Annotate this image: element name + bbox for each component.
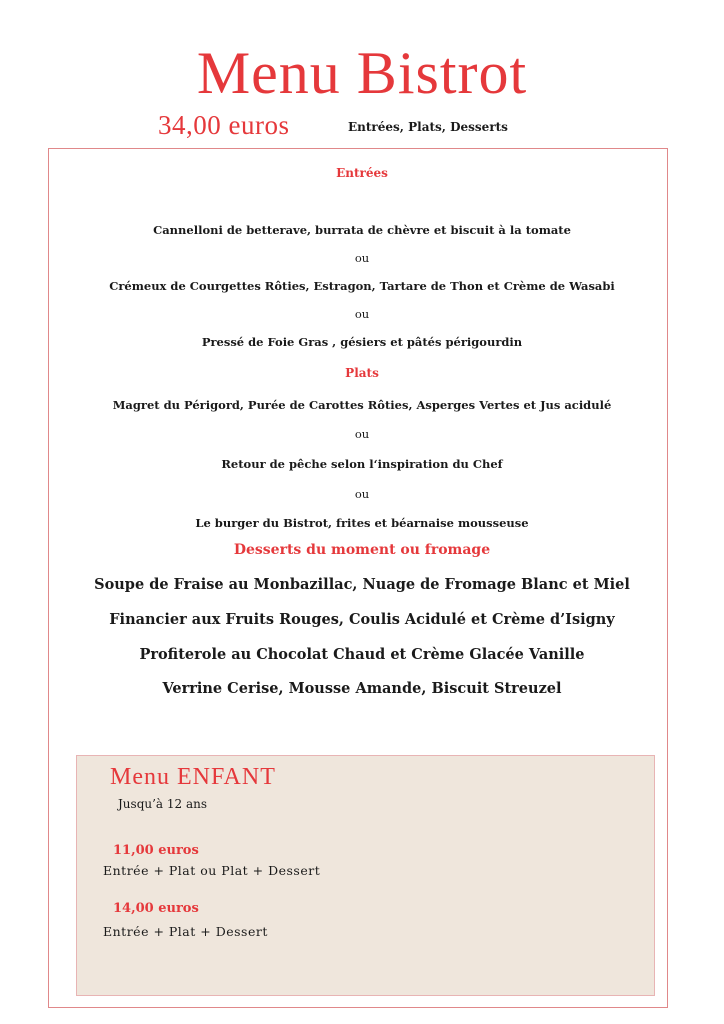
kids-menu-age: Jusqu’à 12 ans <box>118 797 208 811</box>
kids-menu-title: Menu ENFANT <box>110 764 276 790</box>
separator-or: ou <box>354 487 370 501</box>
separator-or: ou <box>354 427 370 441</box>
kids-description: Entrée + Plat ou Plat + Dessert <box>103 863 321 878</box>
entrees-heading: Entrées <box>336 166 388 180</box>
entree-item: Pressé de Foie Gras , gésiers et pâtés périgourdin <box>201 335 523 349</box>
dessert-item: Profiterole au Chocolat Chaud et Crème Glacée Vanille <box>139 646 585 663</box>
menu-title: Menu Bistrot <box>196 40 528 106</box>
separator-or: ou <box>354 307 370 321</box>
menu-price-description: Entrées, Plats, Desserts <box>348 120 508 134</box>
entree-item: Cannelloni de betterave, burrata de chèvre et biscuit à la tomate <box>153 223 571 237</box>
kids-price: 11,00 euros <box>113 843 199 858</box>
kids-price: 14,00 euros <box>113 901 199 916</box>
plat-item: Magret du Périgord, Purée de Carottes Rôties, Asperges Vertes et Jus acidulé <box>112 398 612 412</box>
entree-item: Crémeux de Courgettes Rôties, Estragon, Tartare de Thon et Crème de Wasabi <box>109 279 615 293</box>
menu-price: 34,00 euros <box>158 110 290 140</box>
dessert-item: Financier aux Fruits Rouges, Coulis Acidulé et Crème d’Isigny <box>109 611 615 628</box>
plat-item: Retour de pêche selon l‘inspiration du Chef <box>221 457 503 471</box>
plat-item: Le burger du Bistrot, frites et béarnaise mousseuse <box>195 516 529 530</box>
separator-or: ou <box>354 251 370 265</box>
desserts-heading: Desserts du moment ou fromage <box>233 542 491 558</box>
plats-heading: Plats <box>345 366 379 380</box>
kids-description: Entrée + Plat + Dessert <box>103 924 268 939</box>
dessert-item: Soupe de Fraise au Monbazillac, Nuage de Fromage Blanc et Miel <box>94 576 630 593</box>
dessert-item: Verrine Cerise, Mousse Amande, Biscuit Streuzel <box>162 680 562 697</box>
